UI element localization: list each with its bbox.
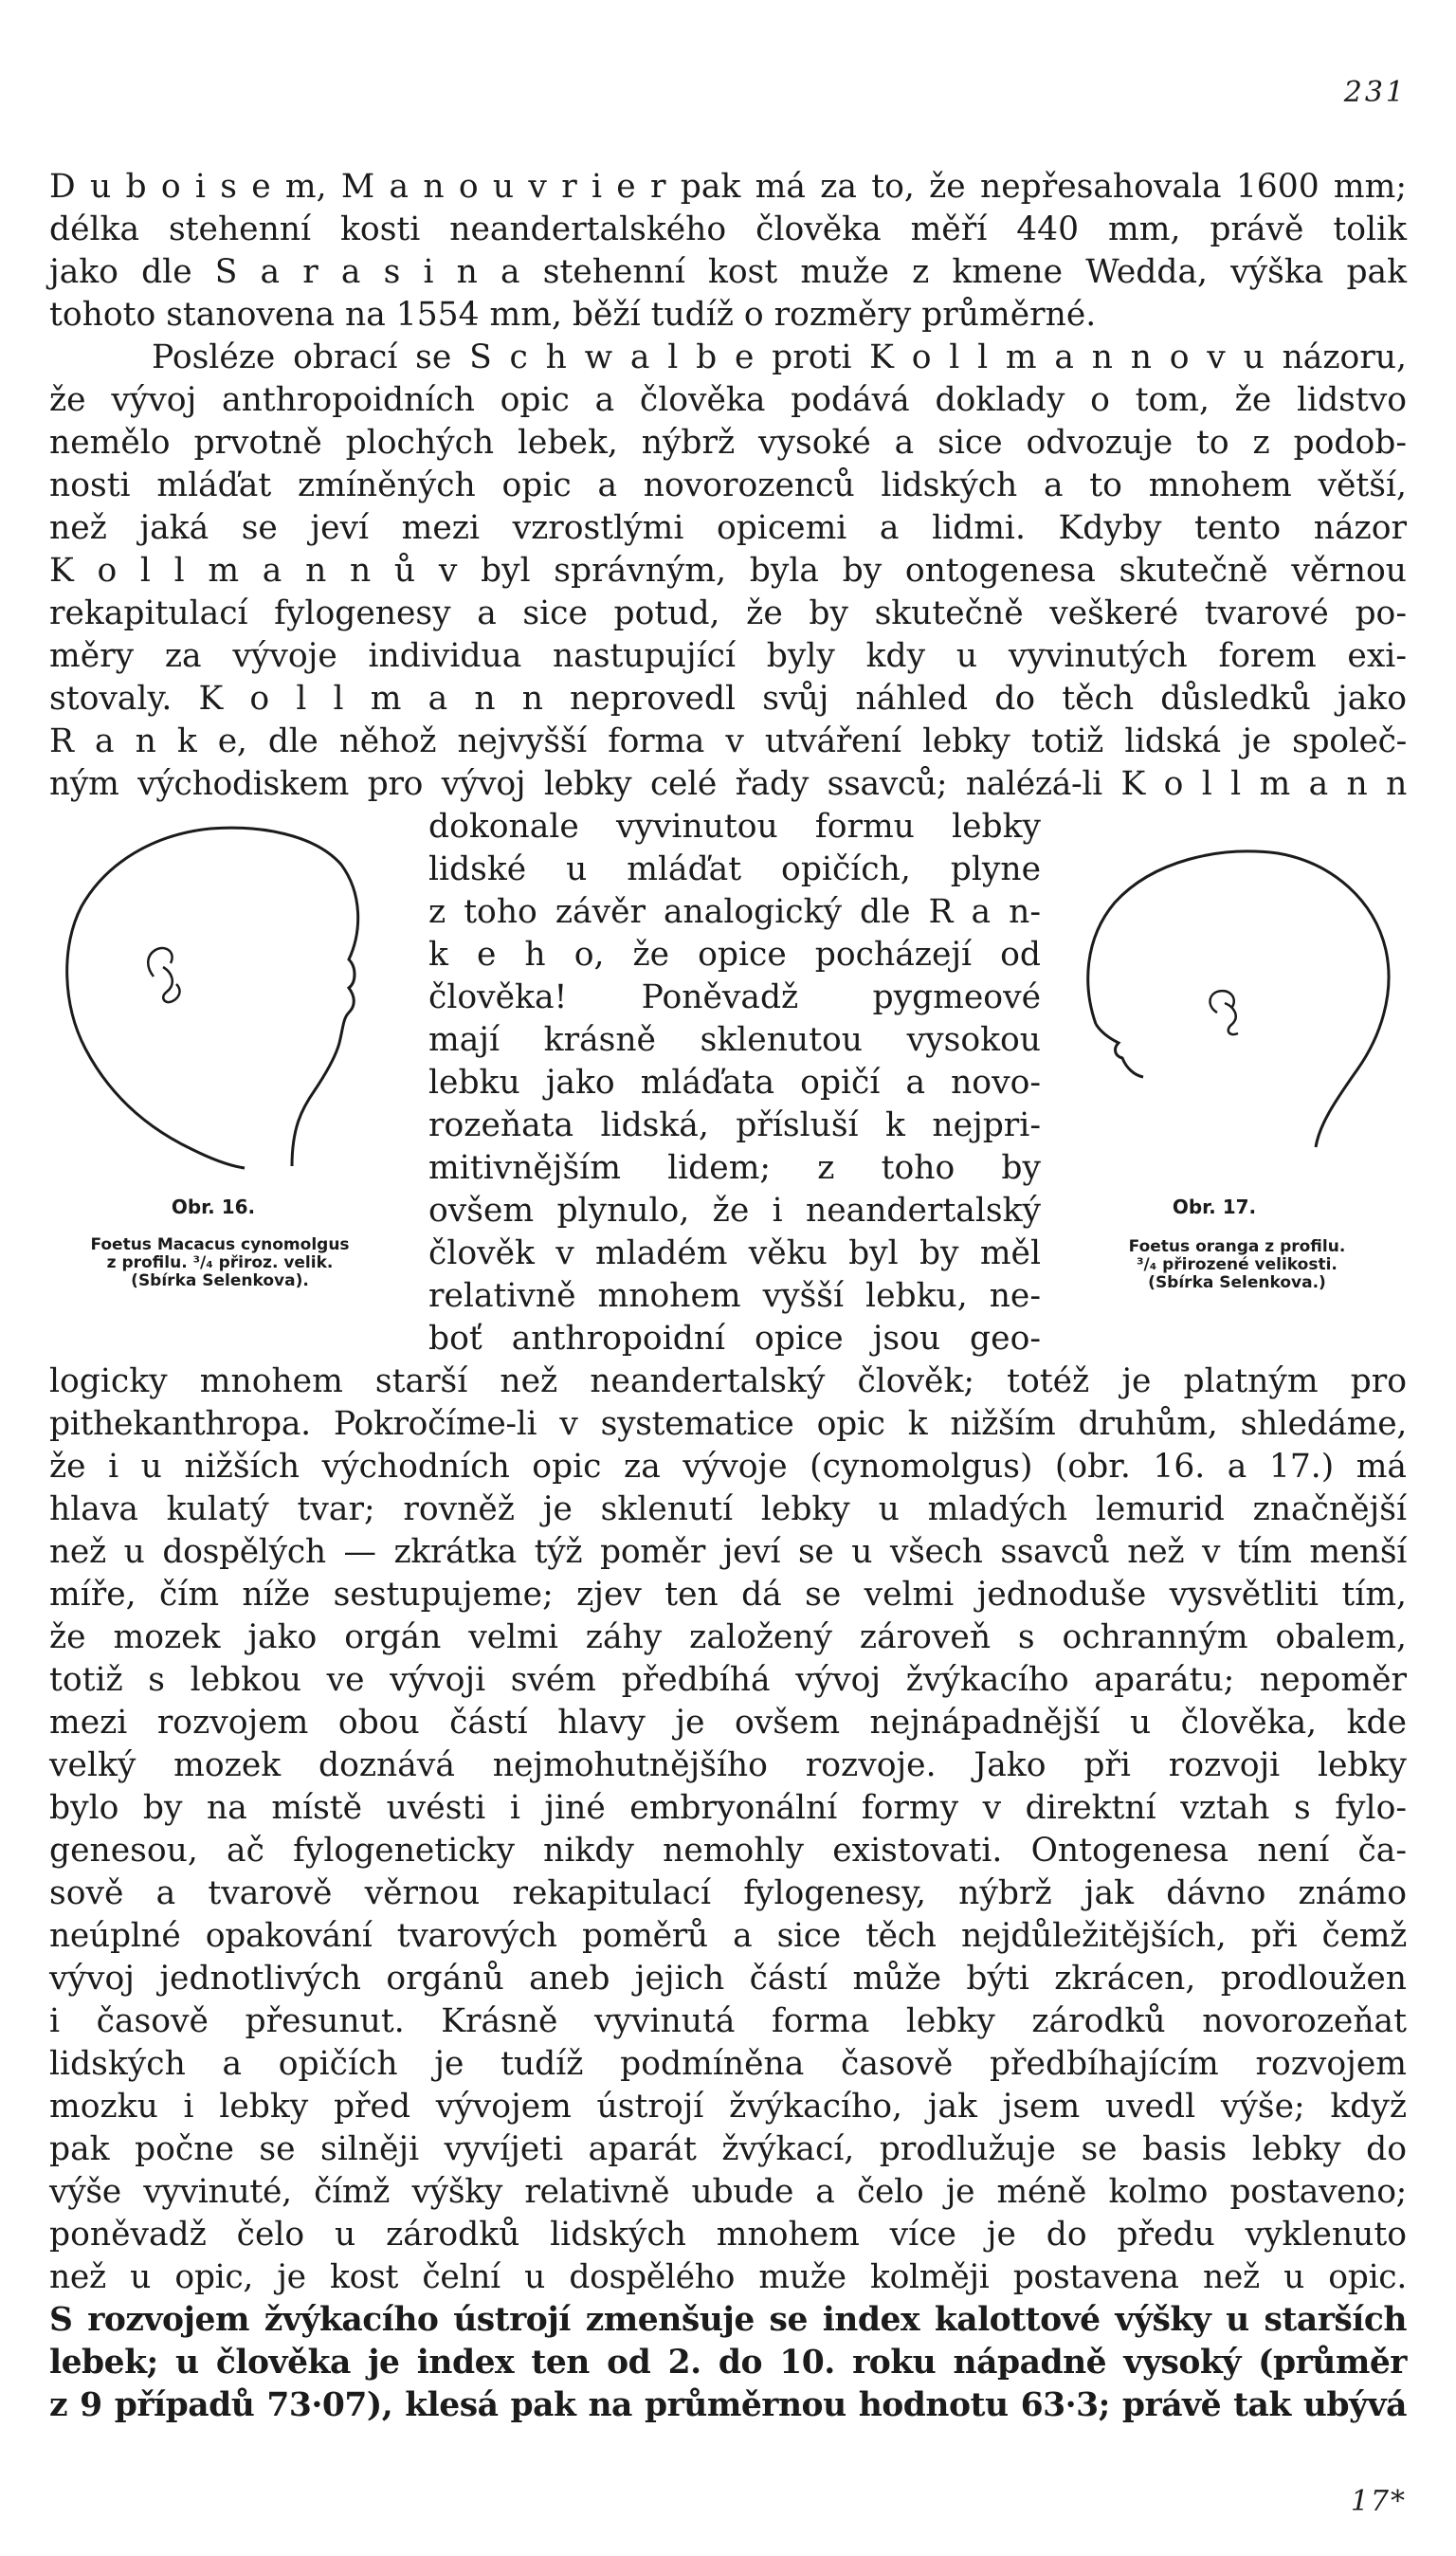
text-line: k e h o, že opice pocházejí od: [428, 936, 1041, 974]
text-line: člověk v mladém věku byl by měl: [428, 1234, 1041, 1272]
figure-16-caption-line: (Sbírka Selenkova).: [131, 1271, 309, 1290]
fetus-profile-figure-17: [1077, 844, 1399, 1157]
text-line: genesou, ač fylogeneticky nikdy nemohly existovati. Ontogenesa není ča-: [49, 1832, 1407, 1870]
figure-17-caption: [1067, 1238, 1407, 1292]
text-line: než u opic, je kost čelní u dospělého muže kolměji postavena než u opic.: [49, 2258, 1407, 2296]
text-line: lidských a opičích je tudíž podmíněna časově předbíhajícím rozvojem: [49, 2045, 1407, 2083]
page-number: 231: [1343, 76, 1407, 109]
text-line: pithekanthropa. Pokročíme-li v systematice opic k nižším druhům, shledáme,: [49, 1405, 1407, 1443]
text-line: hlava kulatý tvar; rovněž je sklenutí lebky u mladých lemurid značnější: [49, 1490, 1407, 1528]
text-line: z toho závěr analogický dle R a n-: [428, 893, 1041, 931]
text-line: míře, čím níže sestupujeme; zjev ten dá se velmi jednoduše vysvětliti tím,: [49, 1576, 1407, 1614]
text-line: K o l l m a n n ů v byl správným, byla by ontogenesa skutečně věrnou: [49, 552, 1407, 590]
text-line: rekapitulací fylogenesy a sice potud, že by skutečně veškeré tvarové po-: [49, 594, 1407, 632]
figure-17-caption-line: Foetus oranga z profilu.: [1128, 1237, 1346, 1256]
text-line: výše vyvinuté, čímž výšky relativně ubude a čelo je méně kolmo postaveno;: [49, 2173, 1407, 2211]
text-line: vývoj jednotlivých orgánů aneb jejich částí může býti zkrácen, prodloužen: [49, 1960, 1407, 1998]
text-line: dokonale vyvinutou formu lebky: [428, 808, 1041, 846]
text-line: že mozek jako orgán velmi záhy založený zároveň s ochranným obalem,: [49, 1618, 1407, 1656]
text-line: že i u nižších východních opic za vývoje (cynomolgus) (obr. 16. a 17.) má: [49, 1448, 1407, 1486]
text-line: velký mozek doznává nejmohutnějšího rozvoje. Jako při rozvoji lebky: [49, 1746, 1407, 1784]
text-line: i časově přesunut. Krásně vyvinutá forma lebky zárodků novorozeňat: [49, 2002, 1407, 2040]
text-line: S rozvojem žvýkacího ústrojí zmenšuje se index kalottové výšky u starších: [49, 2301, 1407, 2339]
text-line: lidské u mláďat opičích, plyne: [428, 850, 1041, 888]
text-line: neúplné opakování tvarových poměrů a sice těch nejdůležitějších, při čemž: [49, 1917, 1407, 1955]
text-line: než jaká se jeví mezi vzrostlými opicemi a lidmi. Kdyby tento názor: [49, 509, 1407, 547]
text-line: nosti mláďat zmíněných opic a novorozenců lidských a to mnohem větší,: [49, 466, 1407, 504]
text-line: sově a tvarově věrnou rekapitulací fylogenesy, nýbrž jak dávno známo: [49, 1874, 1407, 1912]
text-line: mozku i lebky před vývojem ústrojí žvýkacího, jak jsem uvedl výše; když: [49, 2088, 1407, 2126]
figure-17-caption-line: ³/₄ přirozené velikosti.: [1137, 1255, 1338, 1274]
figure-17-label: Obr. 17.: [1172, 1196, 1257, 1218]
text-line: lebku jako mláďata opičí a novo-: [428, 1064, 1041, 1102]
text-line: logicky mnohem starší než neandertalský člověk; totéž je platným pro: [49, 1362, 1407, 1400]
figure-16-caption-line: z profilu. ³/₄ přiroz. velik.: [106, 1253, 334, 1272]
text-line: z 9 případů 73·07), klesá pak na průměrnou hodnotu 63·3; právě tak ubývá: [49, 2386, 1407, 2424]
text-line: tohoto stanovena na 1554 mm, běží tudíž o rozměry průměrné.: [49, 296, 1097, 334]
text-line: rozeňata lidská, přísluší k nejpri-: [428, 1106, 1041, 1144]
text-line: mitivnějším lidem; z toho by: [428, 1149, 1041, 1187]
text-line: ným východiskem pro vývoj lebky celé řady ssavců; nalézá-li K o l l m a n n: [49, 765, 1407, 803]
text-line: R a n k e, dle něhož nejvyšší forma v utváření lebky totiž lidská je společ-: [49, 722, 1407, 760]
figure-16-caption: [49, 1236, 391, 1290]
figure-16-caption-line: Foetus Macacus cynomolgus: [90, 1235, 350, 1254]
text-line: D u b o i s e m, M a n o u v r i e r pak má za to, že nepřesahovala 1600 mm;: [49, 168, 1407, 206]
text-line: lebek; u člověka je index ten od 2. do 10. roku nápadně vysoký (průměr: [49, 2344, 1407, 2382]
figure-17-caption-line: (Sbírka Selenkova.): [1148, 1273, 1326, 1292]
text-line: Posléze obrací se S c h w a l b e proti K o l l m a n n o v u názoru,: [152, 338, 1407, 376]
text-line: pak počne se silněji vyvíjeti aparát žvýkací, prodlužuje se basis lebky do: [49, 2130, 1407, 2168]
text-line: jako dle S a r a s i n a stehenní kost muže z kmene Wedda, výška pak: [49, 253, 1407, 291]
text-line: člověka! Poněvadž pygmeové: [428, 978, 1041, 1016]
text-line: měry za vývoje individua nastupující byly kdy u vyvinutých forem exi-: [49, 637, 1407, 675]
text-line: totiž s lebkou ve vývoji svém předbíhá vývoj žvýkacího aparátu; nepoměr: [49, 1661, 1407, 1699]
signature-mark: 17*: [1350, 2485, 1407, 2518]
fetus-profile-figure-16: [59, 825, 372, 1185]
figure-16-label: Obr. 16.: [171, 1196, 256, 1218]
text-line: boť anthropoidní opice jsou geo-: [428, 1320, 1041, 1358]
text-line: nemělo prvotně plochých lebek, nýbrž vysoké a sice odvozuje to z podob-: [49, 424, 1407, 462]
text-line: relativně mnohem vyšší lebku, ne-: [428, 1277, 1041, 1315]
text-line: stovaly. K o l l m a n n neprovedl svůj náhled do těch důsledků jako: [49, 680, 1407, 718]
text-line: mezi rozvojem obou částí hlavy je ovšem nejnápadnější u člověka, kde: [49, 1704, 1407, 1742]
text-line: mají krásně sklenutou vysokou: [428, 1021, 1041, 1059]
text-line: délka stehenní kosti neandertalského člověka měří 440 mm, právě tolik: [49, 210, 1407, 248]
text-line: že vývoj anthropoidních opic a člověka podává doklady o tom, že lidstvo: [49, 381, 1407, 419]
text-line: bylo by na místě uvésti i jiné embryonální formy v direktní vztah s fylo-: [49, 1789, 1407, 1827]
text-line: ovšem plynulo, že i neandertalský: [428, 1192, 1041, 1230]
text-line: než u dospělých — zkrátka týž poměr jeví se u všech ssavců než v tím menší: [49, 1533, 1407, 1571]
text-line: poněvadž čelo u zárodků lidských mnohem více je do předu vyklenuto: [49, 2216, 1407, 2254]
